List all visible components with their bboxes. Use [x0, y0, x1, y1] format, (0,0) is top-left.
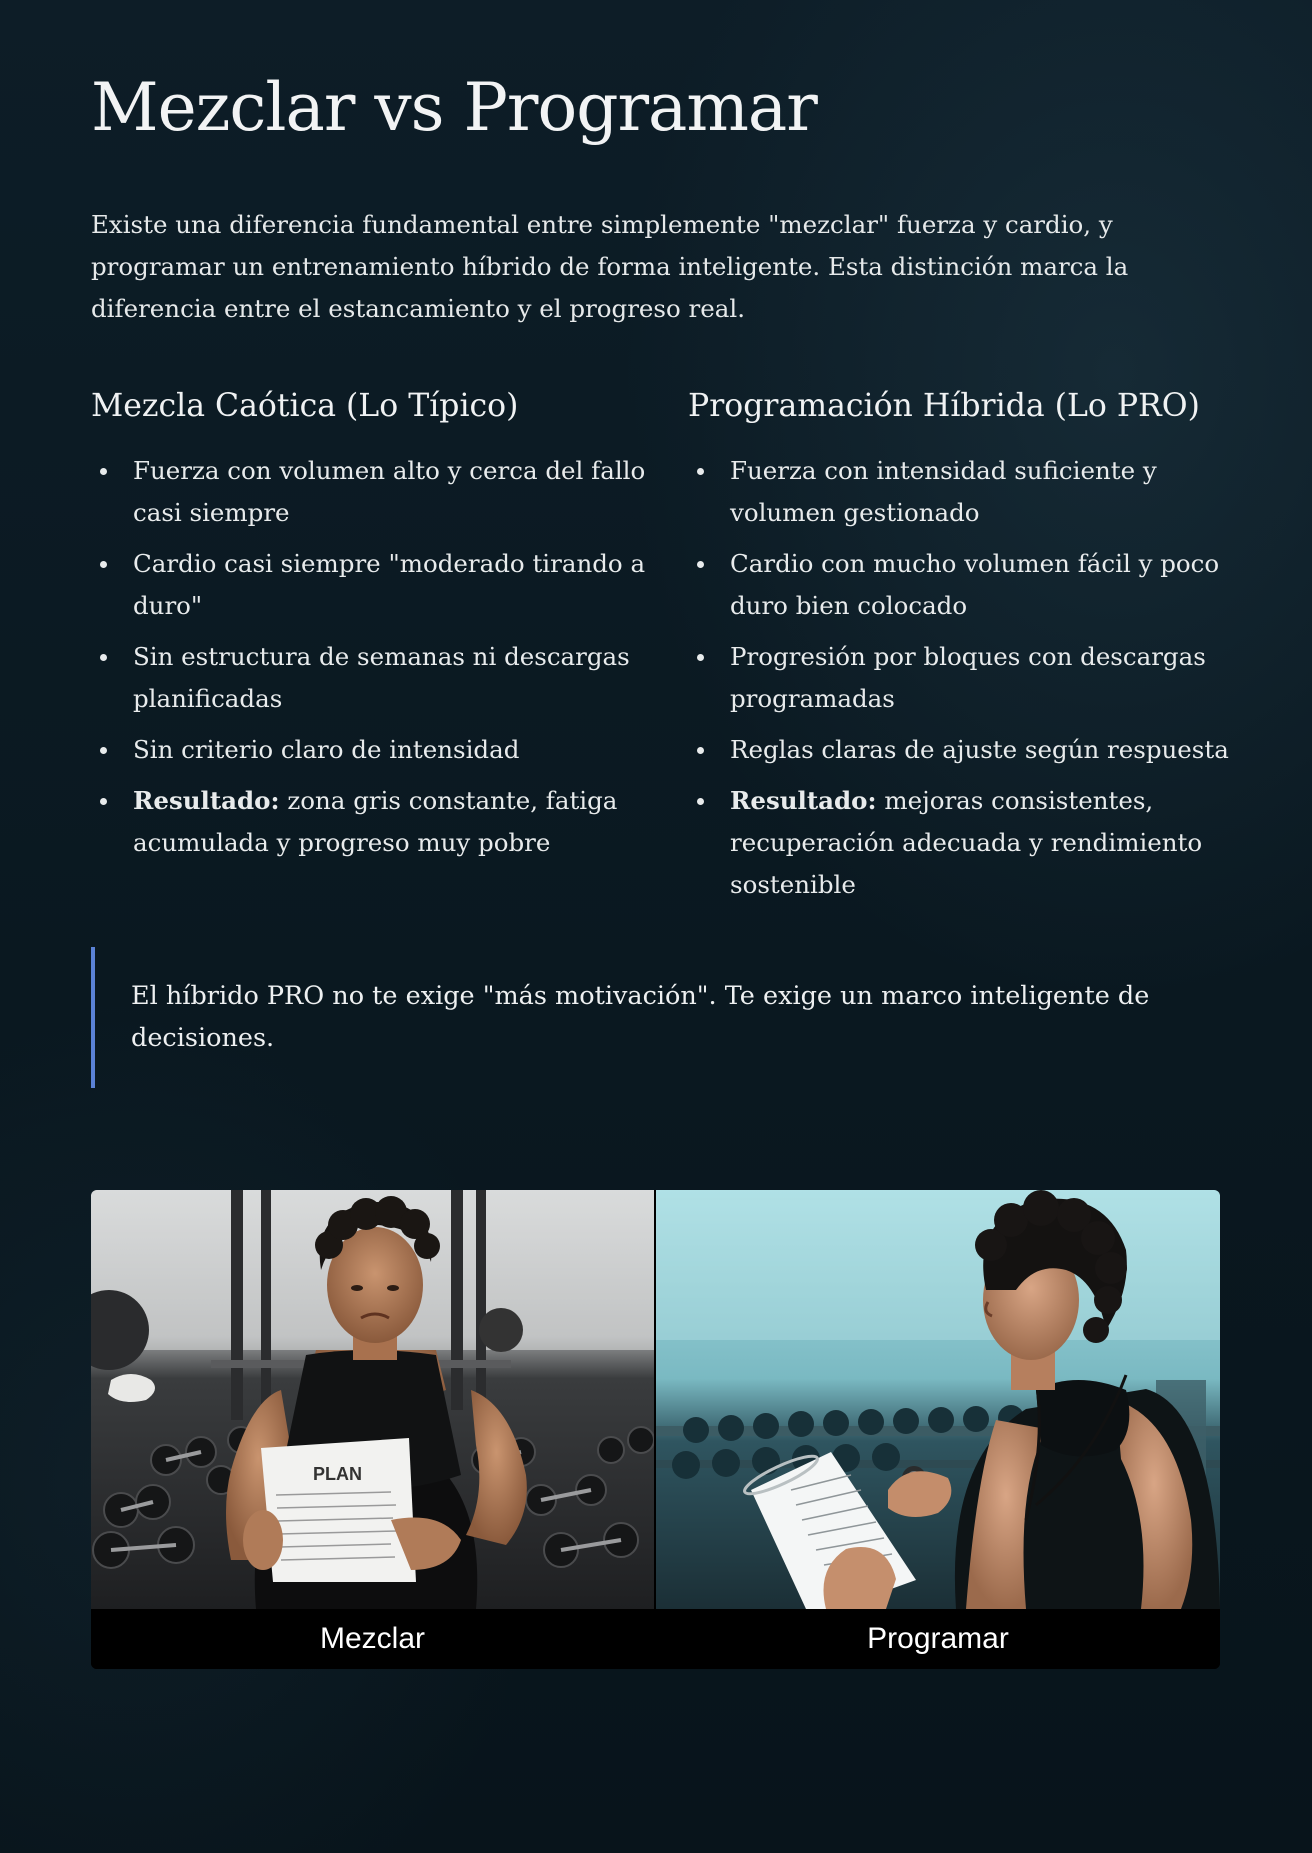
chaotic-mix-heading: Mezcla Caótica (Lo Típico) — [91, 388, 519, 424]
list-item: Progresión por bloques con descargas programadas — [688, 636, 1233, 720]
list-item: Cardio casi siempre "moderado tirando a duro" — [91, 543, 651, 627]
result-label: Resultado: — [730, 786, 877, 815]
bullet-icon — [100, 654, 107, 661]
result-label: Resultado: — [133, 786, 280, 815]
paper-heading: PLAN — [313, 1464, 362, 1484]
list-item: Fuerza con volumen alto y cerca del fallo casi siempre — [91, 450, 651, 534]
mezclar-caption: Mezclar — [91, 1609, 654, 1669]
bullet-icon — [697, 468, 704, 475]
chaotic-mix-list — [91, 450, 651, 864]
programar-caption: Programar — [656, 1609, 1220, 1669]
blockquote — [91, 947, 1220, 1088]
bullet-icon — [100, 561, 107, 568]
bullet-icon — [697, 747, 704, 754]
bullet-icon — [697, 654, 704, 661]
chaotic-mix-column — [91, 382, 651, 873]
intro-paragraph: Existe una diferencia fundamental entre simplemente "mezclar" fuerza y cardio, y programar un entrenamiento híbrido de forma inteligente. Esta distinción marca la diferencia entre el estancamiento y el progreso real. — [91, 210, 1129, 323]
bullet-icon — [697, 561, 704, 568]
result-text: zona gris constante, fatiga acumulada y progreso muy pobre — [133, 786, 618, 857]
list-item: Cardio con mucho volumen fácil y poco duro bien colocado — [688, 543, 1233, 627]
quote-text: El híbrido PRO no te exige "más motivación". Te exige un marco inteligente de decisiones. — [131, 981, 1150, 1053]
list-item: Sin criterio claro de intensidad — [91, 729, 651, 771]
result-item — [91, 780, 651, 864]
comparison-image — [91, 1190, 1220, 1669]
bullet-icon — [100, 798, 107, 805]
list-item: Sin estructura de semanas ni descargas planificadas — [91, 636, 651, 720]
result-item — [688, 780, 1233, 906]
list-item: Fuerza con intensidad suficiente y volumen gestionado — [688, 450, 1233, 534]
bullet-icon — [100, 468, 107, 475]
hybrid-programming-list — [688, 450, 1233, 906]
bullet-icon — [697, 798, 704, 805]
list-item: Reglas claras de ajuste según respuesta — [688, 729, 1233, 771]
mezclar-photo — [91, 1190, 654, 1609]
page-title: Mezclar vs Programar — [91, 69, 817, 146]
bullet-icon — [100, 747, 107, 754]
result-text: mejoras consistentes, recuperación adecuada y rendimiento sostenible — [730, 786, 1203, 899]
programar-photo — [656, 1190, 1220, 1609]
hybrid-programming-column — [688, 382, 1233, 915]
hybrid-programming-heading: Programación Híbrida (Lo PRO) — [688, 388, 1200, 424]
